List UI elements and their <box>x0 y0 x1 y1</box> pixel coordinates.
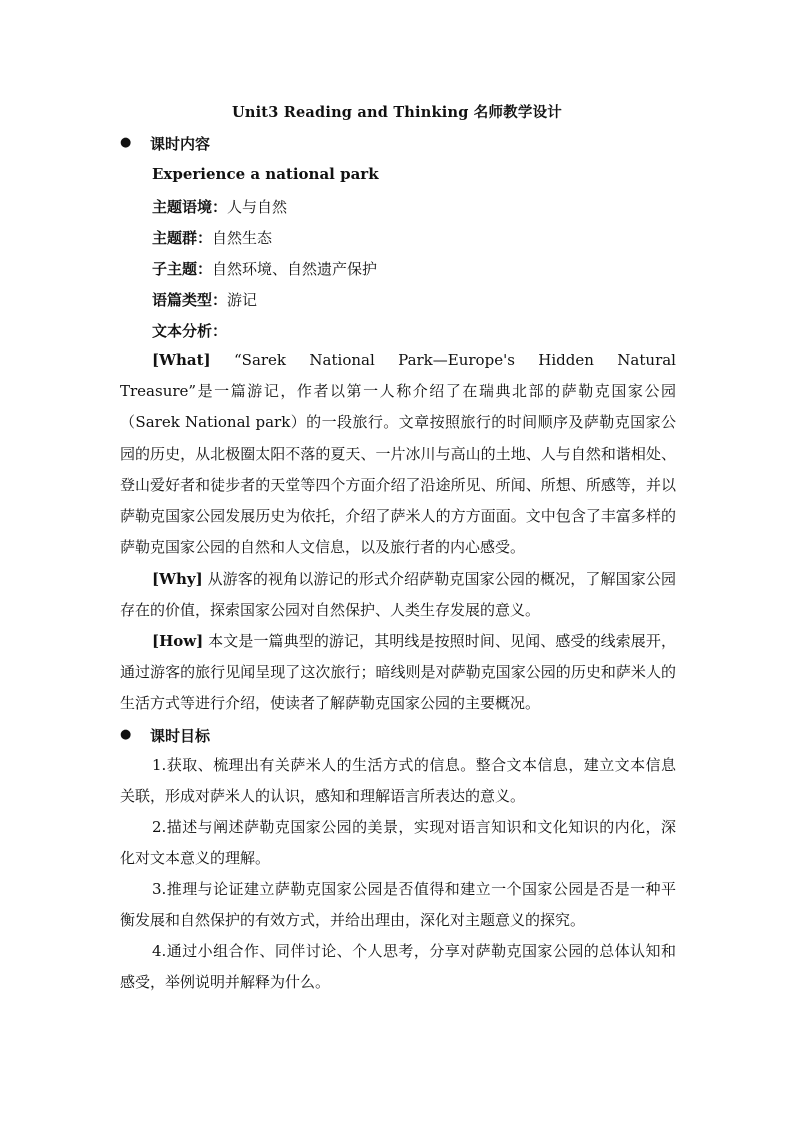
goal-item-3 <box>120 874 676 936</box>
goal-text: 3.推理与论证建立萨勒克国家公园是否值得和建立一个国家公园是否是一种平衡发展和自然保护的有效方式，并给出理由，深化对主题意义的探究。 <box>120 880 676 930</box>
section-heading-lesson-goals: 课时目标 <box>150 727 211 745</box>
lesson-subtitle: Experience a national park <box>152 165 379 183</box>
what-paragraph <box>120 345 676 563</box>
how-paragraph <box>120 626 676 720</box>
goal-text: 2.描述与阐述萨勒克国家公园的美景，实现对语言知识和文化知识的内化，深化对文本意义的理解。 <box>120 818 676 868</box>
goal-text: 4.通过小组合作、同伴讨论、个人思考，分享对萨勒克国家公园的总体认知和感受，举例说明并解释为什么。 <box>120 942 676 992</box>
theme-context-value: 人与自然 <box>227 198 288 216</box>
text-type-value: 游记 <box>227 291 258 309</box>
theme-group-value: 自然生态 <box>212 229 273 247</box>
section-heading-lesson-content: 课时内容 <box>150 135 211 153</box>
how-tag: [How] <box>152 632 204 650</box>
text-type-label: 语篇类型： <box>152 291 228 309</box>
what-text: “Sarek National Park—Europe's Hidden Natural Treasure”是一篇游记，作者以第一人称介绍了在瑞典北部的萨勒克国家公园（Sarek National park）的一段旅行。文章按照旅行的时间顺序及萨勒克国家公园的历史，从北极圈太阳不落的夏天、一片冰川与高山的土地、人与自然和谐相处、登山爱好者和徒步者的天堂等四个方面介绍了沿途所见、所闻、所想、所感等，并以萨勒克国家公园发展历史为依托，介绍了萨米人的方方面面。文中包含了丰富多样的萨勒克国家公园的自然和人文信息，以及旅行者的内心感受。 <box>120 351 676 557</box>
theme-context-label: 主题语境： <box>152 198 228 216</box>
goal-item-4 <box>120 936 676 998</box>
goal-item-1 <box>120 750 676 812</box>
what-tag: [What] <box>152 351 211 369</box>
bullet-icon: ● <box>120 135 132 150</box>
why-text: 从游客的视角以游记的形式介绍萨勒克国家公园的概况，了解国家公园存在的价值，探索国家公园对自然保护、人类生存发展的意义。 <box>120 570 676 620</box>
goal-item-2 <box>120 812 676 874</box>
why-paragraph <box>120 564 676 626</box>
sub-theme-label: 子主题： <box>152 260 213 278</box>
document-title: Unit3 Reading and Thinking 名师教学设计 <box>232 104 562 121</box>
theme-group-label: 主题群： <box>152 229 213 247</box>
text-type-line <box>152 289 257 310</box>
text-analysis-label: 文本分析： <box>152 322 228 340</box>
sub-theme-line <box>152 258 377 279</box>
theme-context-line <box>152 196 287 217</box>
how-text: 本文是一篇典型的游记，其明线是按照时间、见闻、感受的线索展开，通过游客的旅行见闻呈现了这次旅行；暗线则是对萨勒克国家公园的历史和萨米人的生活方式等进行介绍，使读者了解萨勒克国家公园的主要概况。 <box>120 632 676 713</box>
why-tag: [Why] <box>152 570 203 588</box>
sub-theme-value: 自然环境、自然遗产保护 <box>212 260 378 278</box>
bullet-icon: ● <box>120 727 132 742</box>
goal-text: 1.获取、梳理出有关萨米人的生活方式的信息。整合文本信息，建立文本信息关联，形成对萨米人的认识，感知和理解语言所表达的意义。 <box>120 756 676 806</box>
theme-group-line <box>152 227 272 248</box>
